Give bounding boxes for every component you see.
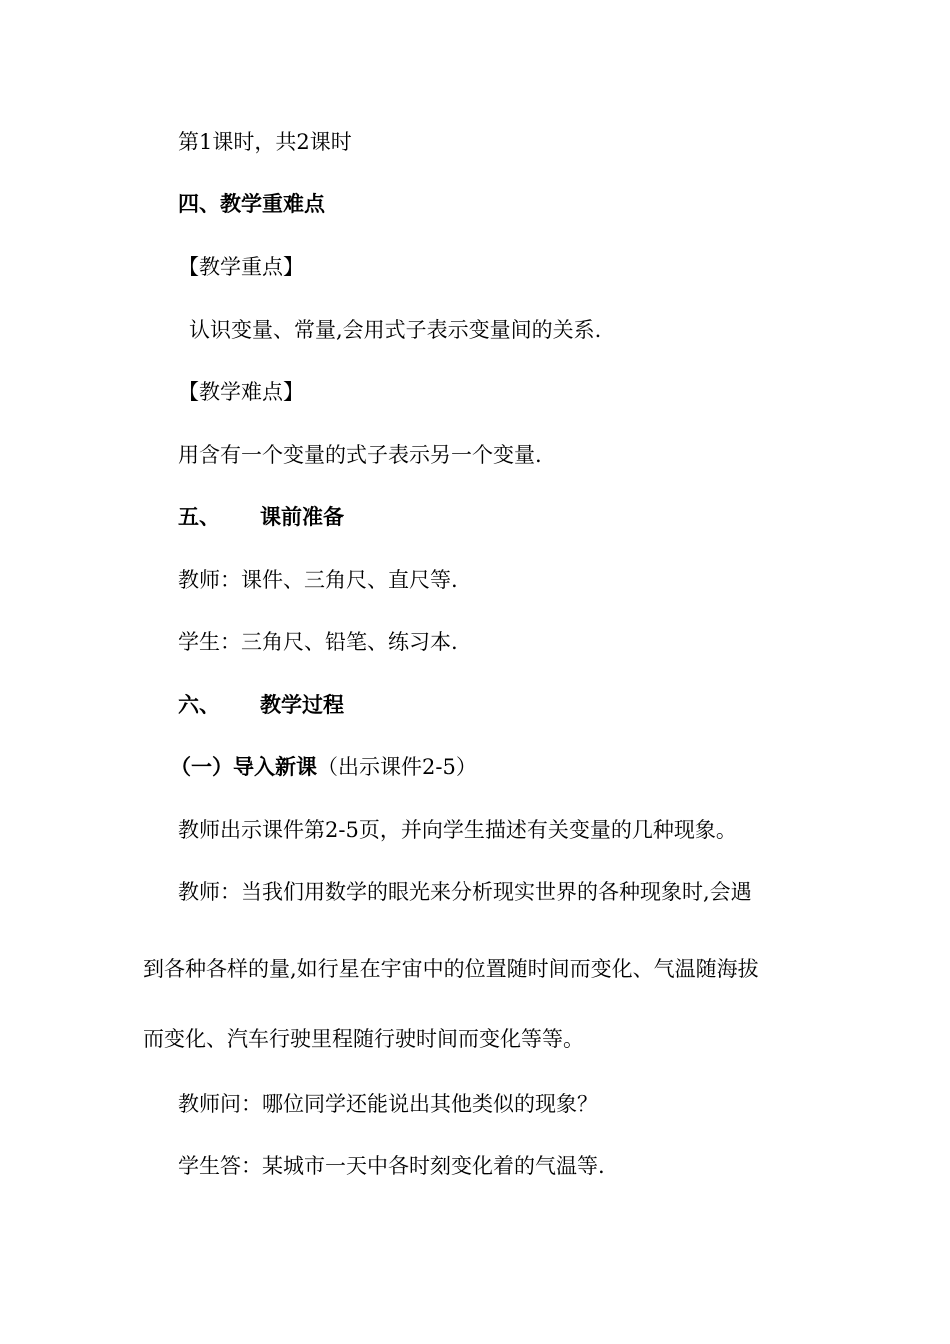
- teacher-preparation: 教师：课件、三角尺、直尺等.: [178, 568, 458, 592]
- section-5-heading: [178, 503, 344, 531]
- lesson-period: 第1课时，共2课时: [178, 130, 352, 154]
- section-4-heading: 四、教学重难点: [178, 191, 325, 216]
- section-6-number: 六、: [178, 692, 220, 717]
- difficulty-label: 【教学难点】: [178, 380, 304, 404]
- intro-note: （出示课件2-5）: [317, 755, 477, 779]
- section-5-number: 五、: [178, 504, 220, 529]
- key-point-label: 【教学重点】: [178, 255, 304, 279]
- intro-description: 教师出示课件第2-5页，并向学生描述有关变量的几种现象。: [178, 818, 737, 842]
- section-6-title: 教学过程: [260, 692, 344, 717]
- teacher-speech-line-2: 到各种各样的量,如行星在宇宙中的位置随时间而变化、气温随海拔: [143, 957, 759, 981]
- student-answer: 学生答：某城市一天中各时刻变化着的气温等.: [178, 1154, 605, 1178]
- key-point-text: 认识变量、常量,会用式子表示变量间的关系.: [189, 318, 602, 342]
- student-preparation: 学生：三角尺、铅笔、练习本.: [178, 630, 458, 654]
- intro-heading: [170, 753, 477, 781]
- intro-title: （一）导入新课: [170, 754, 317, 779]
- difficulty-text: 用含有一个变量的式子表示另一个变量.: [178, 443, 542, 467]
- teacher-speech-line-1: 教师：当我们用数学的眼光来分析现实世界的各种现象时,会遇: [178, 880, 752, 904]
- section-5-title: 课前准备: [260, 504, 344, 529]
- section-6-heading: [178, 691, 344, 719]
- teacher-speech-line-3: 而变化、汽车行驶里程随行驶时间而变化等等。: [143, 1027, 584, 1051]
- teacher-question: 教师问：哪位同学还能说出其他类似的现象？: [178, 1092, 598, 1116]
